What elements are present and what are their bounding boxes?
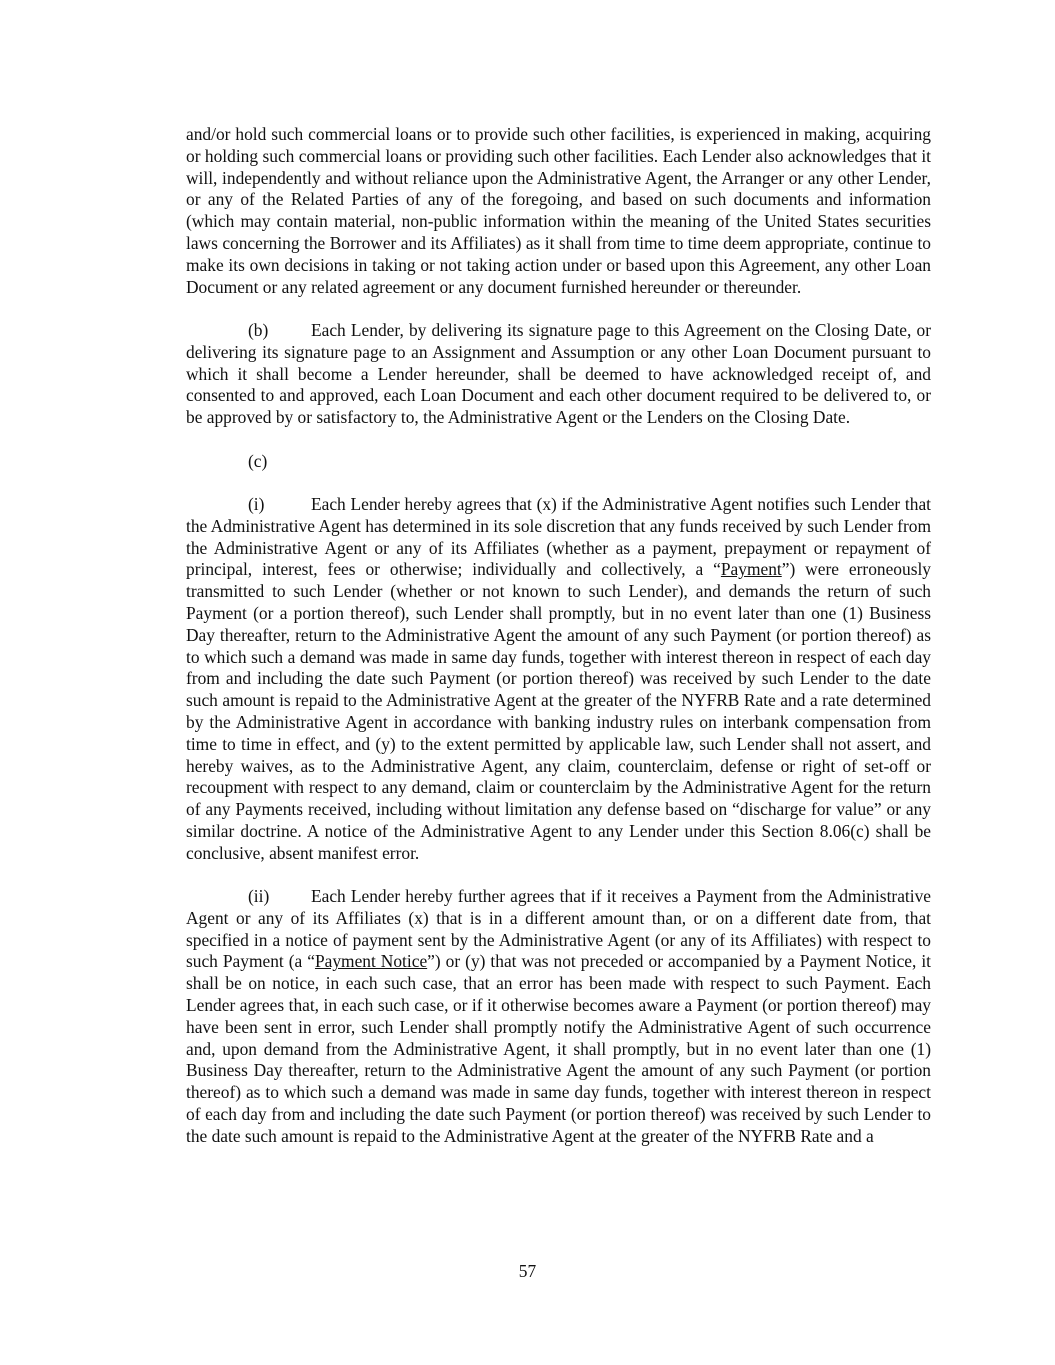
paragraph-b-marker: (b) bbox=[248, 319, 269, 340]
paragraph-c-i bbox=[186, 494, 931, 865]
paragraph-c-marker: (c) bbox=[248, 450, 268, 471]
document-body bbox=[186, 124, 931, 1169]
page-number: 57 bbox=[518, 1261, 537, 1281]
paragraph-c-i-text-1: Each Lender hereby agrees that (x) if the Administrative Agent notifies such Lender that the Administrative Agent has determined in its sole discretion that any funds received by such Lender from the Administrative Agent or any of its Affiliates (whether as a payment, prepayment or repayment of principal, interest, fees or otherwise; individually and collectively, a “ bbox=[186, 493, 931, 580]
paragraph-c-ii bbox=[186, 886, 931, 1148]
paragraph-a-continuation: and/or hold such commercial loans or to provide such other facilities, is experienced in making, acquiring or holding such commercial loans or providing such other facilities. Each Lender also acknowledges that it will, independently and without reliance upon the Administrative Agent, the Arranger or any other Lender, or any of the Related Parties of any of the foregoing, and based on such documents and information (which may contain material, non-public information within the meaning of the United States securities laws concerning the Borrower and its Affiliates) as it shall from time to time deem appropriate, continue to make its own decisions in taking or not taking action under or based upon this Agreement, any other Loan Document or any related agreement or any document furnished hereunder or thereunder. bbox=[186, 124, 931, 297]
defined-term-payment: Payment bbox=[720, 559, 782, 580]
paragraph-c-ii-text-1: Each Lender hereby further agrees that if it receives a Payment from the Administrative Agent or any of its Affiliates (x) that is in a different amount than, or on a different date from, that specified in a notice of payment sent by the Administrative Agent (or any of its Affiliates) with respect to such Payment (a “ bbox=[186, 886, 931, 972]
paragraph-c bbox=[186, 451, 931, 473]
paragraph-c-ii-marker: (ii) bbox=[248, 886, 270, 907]
paragraph-b-text: Each Lender, by delivering its signature page to this Agreement on the Closing Date, or delivering its signature page to an Assignment and Assumption or any other Loan Document pursuant to which it shall become a Lender hereunder, shall be deemed to have acknowledged receipt of, and consented to and approved, each Loan Document and each other document required to be delivered to, or be approved by or satisfactory to, the Administrative Agent or the Lenders on the Closing Date. bbox=[186, 319, 931, 428]
defined-term-payment-notice: Payment Notice bbox=[314, 951, 428, 972]
paragraph-c-i-marker: (i) bbox=[248, 493, 265, 514]
paragraph-c-i-text-2: ”) were erroneously transmitted to such Lender (whether or not known to such Lender), and demands the return of such Payment (or a portion thereof), such Lender shall promptly, but in no event later than one (1) Business Day thereafter, return to the Administrative Agent the amount of any such Payment (or portion thereof) as to which such a demand was made in same day funds, together with interest thereon in respect of each day from and including the date such Payment (or portion thereof) was received by such Lender to the date such amount is repaid to the Administrative Agent at the greater of the NYFRB Rate and a rate determined by the Administrative Agent in accordance with banking industry rules on interbank compensation from time to time in effect, and (y) to the extent permitted by applicable law, such Lender shall not assert, and hereby waives, as to the Administrative Agent, any claim, counterclaim, defense or right of set-off or recoupment with respect to any demand, claim or counterclaim by the Administrative Agent for the return of any Payments received, including without limitation any defense based on “discharge for value” or any similar doctrine. A notice of the Administrative Agent to any Lender under this Section 8.06(c) shall be conclusive, absent manifest error. bbox=[186, 559, 931, 863]
paragraph-c-ii-text-2: ”) or (y) that was not preceded or accompanied by a Payment Notice, it shall be on notice, in each such case, that an error has been made with respect to such Payment. Each Lender agrees that, in each such case, or if it otherwise becomes aware a Payment (or portion thereof) may have been sent in error, such Lender shall promptly notify the Administrative Agent of such occurrence and, upon demand from the Administrative Agent, it shall promptly, but in no event later than one (1) Business Day thereafter, return to the Administrative Agent the amount of any such Payment (or portion thereof) as to which such a demand was made in same day funds, together with interest thereon in respect of each day from and including the date such Payment (or portion thereof) was received by such Lender to the date such amount is repaid to the Administrative Agent at the greater of the NYFRB Rate and a bbox=[186, 951, 932, 1146]
paragraph-b bbox=[186, 320, 931, 429]
